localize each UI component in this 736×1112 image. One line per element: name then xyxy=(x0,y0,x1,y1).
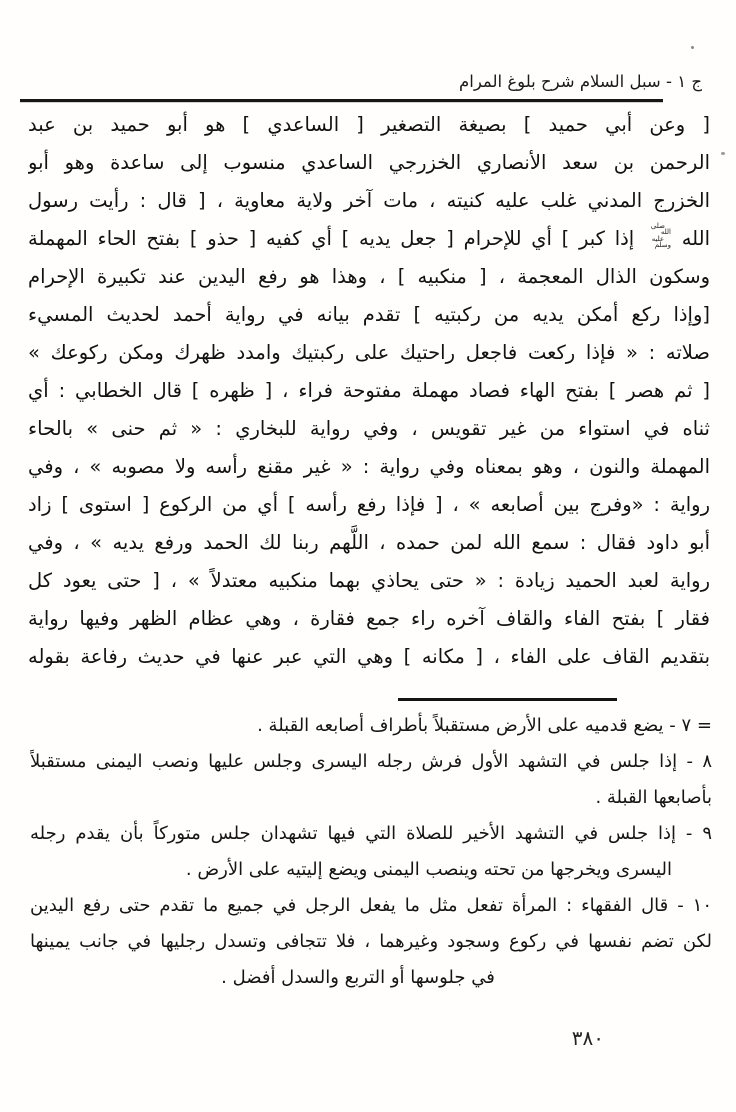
scan-speck xyxy=(691,46,694,49)
footnotes xyxy=(30,708,712,996)
body-line: الخزرج المدني غلب عليه كنيته ، مات آخر ولاية معاوية ، [ قال : رأيت رسول xyxy=(28,189,710,212)
body-line-text: إذا كبر ] أي للإحرام [ جعل يديه ] أي كفيه [ حذو ] بفتح الحاء المهملة xyxy=(28,227,635,250)
body-line: [ وعن أبي حميد ] بصيغة التصغير [ الساعدي ] هو أبو حميد بن عبد xyxy=(28,113,710,136)
body-line: ثناه في استواء من غير تقويس ، وفي رواية للبخاري : « ثم حنى » بالحاء xyxy=(28,417,710,440)
page-number: ٣٨٠ xyxy=(571,1026,604,1050)
footnote-line: اليسرى ويخرجها من تحته وينصب اليمنى ويضع إليتيه على الأرض . xyxy=(185,859,672,880)
saw-honorific-icon xyxy=(645,223,671,249)
body-line: [ ثم هصر ] بفتح الهاء فصاد مهملة مفتوحة فراء ، [ ظهره ] قال الخطابي : أي xyxy=(28,379,710,402)
footnote-line: بأصابعها القبلة . xyxy=(595,787,712,808)
footnote-line: لكن تضم نفسها في ركوع وسجود وغيرهما ، فلا تتجافى وتسدل رجليها في جانب يمينها xyxy=(30,931,712,952)
footnote-line: ٨ - إذا جلس في التشهد الأول فرش رجله اليسرى وجلس عليها ونصب اليمنى مستقبلاً xyxy=(30,751,712,772)
body-line: [وإذا ركع أمكن يديه من ركبتيه ] تقدم بيانه في رواية أحمد لحديث المسيء xyxy=(28,303,710,326)
footnote-line: في جلوسها أو التربع والسدل أفضل . xyxy=(221,967,495,988)
body-line: فقار ] بفتح الفاء والقاف آخره راء جمع فقارة ، وهي عظام الظهر وفيها رواية xyxy=(28,607,710,630)
body-line: أبو داود فقال : سمع الله لمن حمده ، اللَّهم ربنا لك الحمد ورفع يديه » ، وفي xyxy=(28,531,710,554)
header-rule xyxy=(20,99,663,102)
body-line: صلاته : « فإذا ركعت فاجعل راحتيك على ركبتيك وامدد ظهرك ومكن ركوعك » xyxy=(28,341,710,364)
scan-speck xyxy=(721,152,725,155)
footnote-separator xyxy=(398,698,617,701)
body-line xyxy=(28,220,710,258)
header-title: ج ١ - سبل السلام شرح بلوغ المرام xyxy=(459,72,702,91)
body-line-text: الله xyxy=(681,227,710,250)
saw-honorific-bottom: عليه وسلم xyxy=(651,234,671,249)
body-line: المهملة والنون ، وهو بمعناه وفي رواية : « غير مقنع رأسه ولا مصوبه » ، وفي xyxy=(28,455,710,478)
footnote-line: ٩ - إذا جلس في التشهد الأخير للصلاة التي فيها تشهدان جلس متوركاً بأن يقدم رجله xyxy=(30,823,712,844)
body-line: رواية : «وفرج بين أصابعه » ، [ فإذا رفع رأسه ] أي من الركوع [ استوى ] زاد xyxy=(28,493,710,516)
page-header xyxy=(30,68,702,96)
body-line: رواية لعبد الحميد زيادة : « حتى يحاذي بهما منكبيه معتدلاً » ، [ حتى يعود كل xyxy=(28,569,710,592)
body-line: وسكون الذال المعجمة ، [ منكبيه ] ، وهذا هو رفع اليدين عند تكبيرة الإحرام xyxy=(28,265,710,288)
body-line: الرحمن بن سعد الأنصاري الخزرجي الساعدي منسوب إلى ساعدة وهو أبو xyxy=(28,151,710,174)
body-line: بتقديم القاف على الفاء ، [ مكانه ] وهي التي عبر عنها في حديث رفاعة بقوله xyxy=(28,645,710,668)
footnote-line: ١٠ - قال الفقهاء : المرأة تفعل مثل ما يفعل الرجل في جميع ما تقدم حتى رفع اليدين xyxy=(30,895,712,916)
footnote-line: = ٧ - يضع قدميه على الأرض مستقبلاً بأطراف أصابعه القبلة . xyxy=(257,715,712,736)
body-text xyxy=(28,106,710,676)
saw-honorific-top: صلى الله xyxy=(650,221,671,236)
